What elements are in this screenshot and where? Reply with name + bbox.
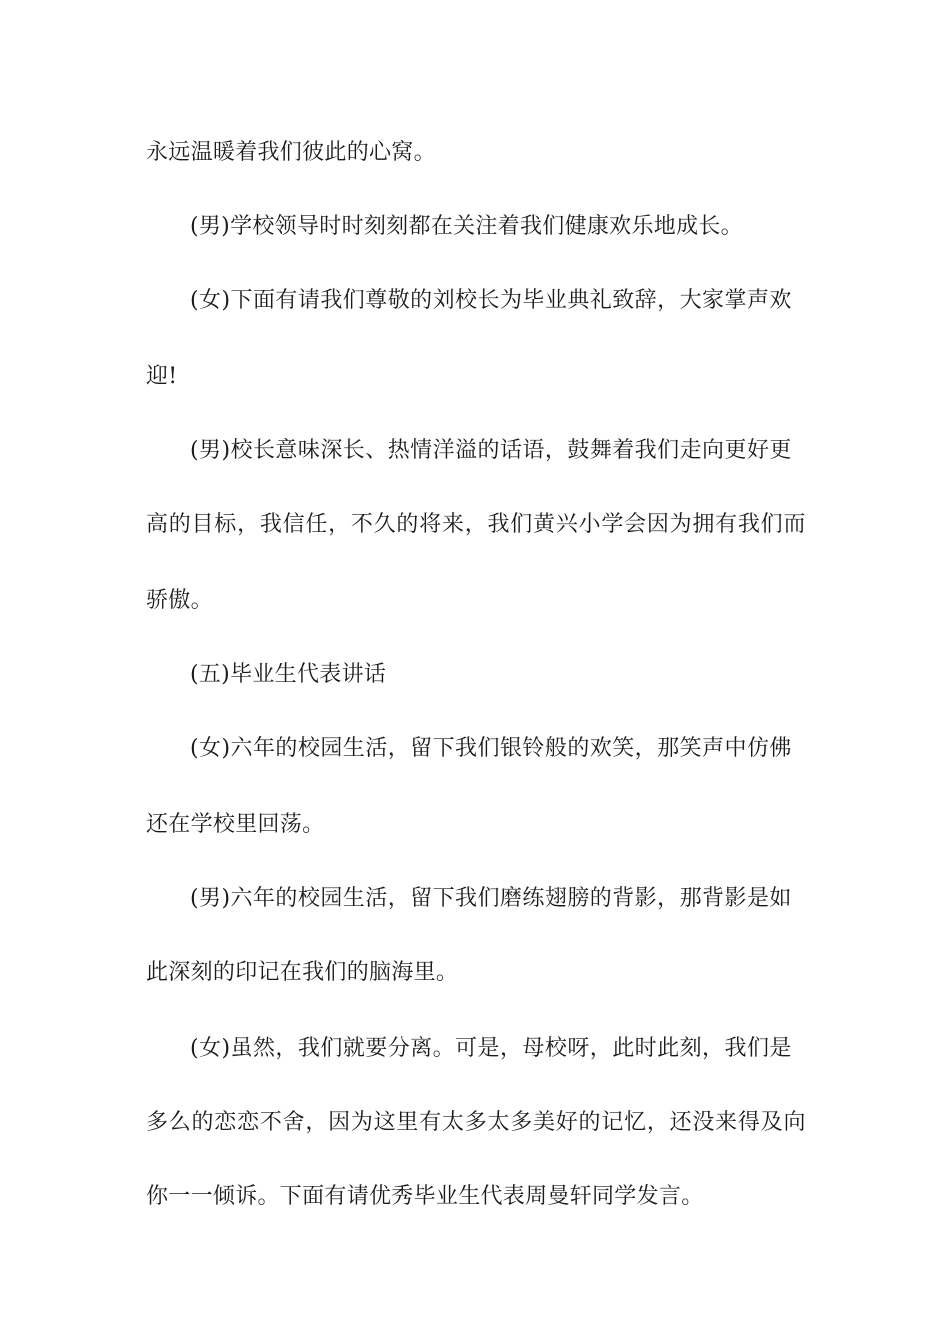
glyph: 母	[522, 1036, 545, 1061]
glyph: 女	[199, 288, 222, 313]
text-line	[146, 510, 806, 540]
glyph: 敬	[387, 288, 410, 313]
glyph: 舍	[282, 1110, 305, 1135]
glyph: 学	[601, 512, 624, 537]
glyph: 的	[396, 512, 419, 537]
glyph: 美	[533, 1110, 556, 1135]
glyph: (	[190, 736, 199, 761]
section-heading: (五)毕业生代表讲话	[190, 662, 387, 687]
glyph: 园	[320, 736, 343, 761]
text-line: 你一一倾诉。下面有请优秀毕业生代表周曼轩同学发言。	[146, 1184, 704, 1209]
glyph: 目	[191, 512, 214, 537]
glyph: (	[190, 886, 199, 911]
glyph: 礼	[589, 288, 613, 313]
glyph: 的	[578, 1110, 601, 1135]
glyph: 留	[410, 886, 433, 911]
glyph: 我	[297, 1036, 321, 1061]
glyph: ，	[589, 1036, 613, 1061]
glyph: 恋	[214, 1110, 237, 1135]
glyph: 恋	[237, 1110, 260, 1135]
glyph: 铃	[522, 736, 545, 761]
glyph: ，	[499, 1036, 523, 1061]
glyph: 男	[199, 438, 222, 463]
glyph: 。	[432, 1036, 455, 1061]
glyph: (	[190, 1036, 199, 1061]
glyph: 多	[464, 1110, 488, 1135]
glyph: )	[221, 438, 231, 463]
text-line: 此深刻的印记在我们的脑海里。	[146, 960, 459, 985]
glyph: 的	[275, 736, 298, 761]
glyph: 我	[487, 512, 510, 537]
glyph: 标	[214, 512, 237, 537]
glyph: 活	[365, 736, 388, 761]
glyph: 有	[275, 288, 298, 313]
glyph: 更	[769, 438, 792, 463]
glyph: 我	[737, 512, 761, 537]
glyph: 典	[567, 288, 590, 313]
glyph: 洋	[432, 438, 455, 463]
glyph: )	[221, 886, 231, 911]
glyph: 那	[679, 886, 702, 911]
glyph: 要	[365, 1036, 388, 1061]
glyph: ，	[657, 288, 680, 313]
glyph: 中	[724, 736, 747, 761]
glyph: 没	[692, 1110, 715, 1135]
glyph: 致	[612, 288, 635, 313]
glyph: 磨	[499, 886, 523, 911]
glyph: 男	[199, 886, 222, 911]
glyph: 们	[477, 736, 500, 761]
glyph: 深	[320, 438, 343, 463]
glyph: 留	[410, 736, 433, 761]
glyph: 离	[410, 1036, 433, 1061]
glyph: 太	[487, 1110, 510, 1135]
glyph: 毕	[522, 288, 545, 313]
glyph: ，	[275, 1036, 298, 1061]
text-line	[190, 1034, 792, 1064]
glyph: 因	[328, 1110, 351, 1135]
glyph: ，	[646, 1110, 670, 1135]
glyph: 下	[432, 736, 455, 761]
glyph: 此	[612, 1036, 635, 1061]
glyph: 会	[624, 512, 647, 537]
glyph: 拥	[692, 512, 715, 537]
glyph: 的	[477, 438, 500, 463]
glyph: (	[190, 288, 199, 313]
glyph: 就	[342, 1036, 366, 1061]
glyph: 校	[297, 886, 321, 911]
glyph: 如	[769, 886, 792, 911]
glyph: 的	[410, 288, 433, 313]
glyph: 背	[702, 886, 725, 911]
glyph: 那	[657, 736, 680, 761]
glyph: ，	[702, 1036, 725, 1061]
glyph: 生	[342, 886, 366, 911]
glyph: 影	[724, 886, 747, 911]
glyph: 因	[646, 512, 670, 537]
glyph: )	[221, 736, 231, 761]
glyph: 热	[387, 438, 410, 463]
glyph: 时	[634, 1036, 657, 1061]
text-line	[190, 436, 792, 466]
glyph: 小	[578, 512, 601, 537]
glyph: 有	[715, 512, 738, 537]
glyph: 忆	[624, 1110, 647, 1135]
glyph: 们	[657, 438, 680, 463]
glyph: ，	[237, 512, 260, 537]
glyph: 我	[455, 736, 478, 761]
glyph: 里	[396, 1110, 419, 1135]
glyph: 是	[746, 886, 770, 911]
glyph: 我	[724, 1036, 747, 1061]
glyph: 我	[259, 512, 283, 537]
glyph: 业	[544, 288, 568, 313]
glyph: )	[221, 1036, 231, 1061]
glyph: 语	[522, 438, 545, 463]
glyph: 么	[168, 1110, 192, 1135]
text-line	[190, 286, 792, 316]
glyph: 味	[297, 438, 321, 463]
glyph: 为	[499, 288, 523, 313]
glyph: ，	[657, 886, 680, 911]
glyph: 刻	[679, 1036, 702, 1061]
glyph: 的	[589, 886, 613, 911]
glyph: 翅	[544, 886, 568, 911]
glyph: 仿	[746, 736, 770, 761]
glyph: 为	[350, 1110, 374, 1135]
glyph: 高	[146, 512, 169, 537]
glyph: 园	[320, 886, 343, 911]
glyph: 家	[702, 288, 725, 313]
glyph: 的	[567, 736, 590, 761]
glyph: 笑	[679, 736, 702, 761]
text-line: (男)学校领导时时刻刻都在关注着我们健康欢乐地成长。	[190, 214, 743, 239]
glyph: 不	[350, 512, 374, 537]
glyph: 们	[320, 1036, 343, 1061]
glyph: 情	[410, 438, 433, 463]
glyph: 校	[544, 1036, 568, 1061]
glyph: 声	[702, 736, 725, 761]
glyph: 下	[432, 886, 455, 911]
glyph: 溢	[455, 438, 478, 463]
glyph: 请	[297, 288, 321, 313]
glyph: 校	[455, 288, 478, 313]
glyph: ，	[544, 438, 568, 463]
glyph: 练	[522, 886, 545, 911]
glyph: 长	[342, 438, 366, 463]
glyph: 尊	[365, 288, 388, 313]
glyph: 信	[282, 512, 305, 537]
glyph: 而	[783, 512, 806, 537]
glyph: 的	[275, 886, 298, 911]
glyph: 年	[252, 886, 276, 911]
glyph: 为	[669, 512, 692, 537]
text-line	[190, 734, 792, 764]
glyph: 久	[373, 512, 396, 537]
glyph: 虽	[230, 1036, 253, 1061]
text-line: 还在学校里回荡。	[146, 812, 325, 837]
glyph: 意	[275, 438, 298, 463]
glyph: 还	[669, 1110, 692, 1135]
text-line: 迎!	[146, 364, 178, 389]
glyph: 然	[252, 1036, 276, 1061]
glyph: 们	[477, 886, 500, 911]
glyph: 下	[230, 288, 253, 313]
glyph: 来	[715, 1110, 738, 1135]
glyph: ，	[387, 736, 410, 761]
glyph: 这	[373, 1110, 396, 1135]
glyph: 着	[612, 438, 635, 463]
glyph: 辞	[634, 288, 657, 313]
glyph: 银	[499, 736, 523, 761]
glyph: 好	[746, 438, 770, 463]
glyph: 活	[365, 886, 388, 911]
glyph: 兴	[555, 512, 579, 537]
glyph: 向	[702, 438, 725, 463]
glyph: 鼓	[567, 438, 590, 463]
glyph: 我	[320, 288, 343, 313]
glyph: 笑	[612, 736, 635, 761]
glyph: 校	[297, 736, 321, 761]
glyph: ，	[634, 736, 657, 761]
glyph: 是	[769, 1036, 792, 1061]
glyph: 走	[679, 438, 702, 463]
glyph: 不	[259, 1110, 283, 1135]
glyph: 呀	[567, 1036, 590, 1061]
glyph: (	[190, 438, 199, 463]
glyph: 大	[679, 288, 702, 313]
glyph: 舞	[589, 438, 613, 463]
glyph: 们	[746, 1036, 770, 1061]
glyph: 们	[760, 512, 783, 537]
glyph: 校	[230, 438, 253, 463]
glyph: 得	[737, 1110, 761, 1135]
glyph: 更	[724, 438, 747, 463]
glyph: 长	[477, 288, 500, 313]
glyph: ，	[464, 512, 488, 537]
glyph: 可	[455, 1036, 478, 1061]
glyph: 膀	[567, 886, 590, 911]
glyph: 将	[419, 512, 442, 537]
glyph: 掌	[724, 288, 747, 313]
glyph: ，	[305, 1110, 328, 1135]
glyph: 任	[305, 512, 328, 537]
text-line	[190, 884, 792, 914]
glyph: 欢	[769, 288, 792, 313]
glyph: 话	[499, 438, 523, 463]
glyph: 此	[657, 1036, 680, 1061]
glyph: 女	[199, 736, 222, 761]
glyph: ，	[387, 886, 410, 911]
glyph: 背	[612, 886, 635, 911]
text-line: 骄傲。	[146, 588, 213, 613]
glyph: 六	[230, 736, 253, 761]
glyph: 黄	[533, 512, 556, 537]
glyph: 太	[441, 1110, 465, 1135]
glyph: )	[221, 288, 231, 313]
glyph: ，	[328, 512, 351, 537]
glyph: 们	[342, 288, 366, 313]
glyph: 有	[419, 1110, 442, 1135]
glyph: 般	[544, 736, 568, 761]
glyph: 影	[634, 886, 657, 911]
glyph: 欢	[589, 736, 613, 761]
glyph: 刘	[432, 288, 455, 313]
glyph: 及	[760, 1110, 783, 1135]
glyph: 面	[252, 288, 276, 313]
glyph: 向	[783, 1110, 806, 1135]
glyph: 们	[510, 512, 533, 537]
glyph: 生	[342, 736, 366, 761]
text-line: 永远温暖着我们彼此的心窝。	[146, 140, 436, 165]
glyph: 好	[555, 1110, 579, 1135]
glyph: 来	[441, 512, 465, 537]
glyph: 六	[230, 886, 253, 911]
text-line	[146, 1108, 806, 1138]
glyph: 、	[365, 438, 388, 463]
glyph: 年	[252, 736, 276, 761]
glyph: 女	[199, 1036, 222, 1061]
glyph: 声	[746, 288, 770, 313]
glyph: 的	[168, 512, 192, 537]
glyph: 记	[601, 1110, 624, 1135]
glyph: 多	[510, 1110, 533, 1135]
glyph: 的	[191, 1110, 214, 1135]
glyph: 多	[146, 1110, 169, 1135]
glyph: 分	[387, 1036, 410, 1061]
glyph: 长	[252, 438, 276, 463]
glyph: 是	[477, 1036, 500, 1061]
glyph: 佛	[769, 736, 792, 761]
glyph: 我	[634, 438, 657, 463]
glyph: 我	[455, 886, 478, 911]
